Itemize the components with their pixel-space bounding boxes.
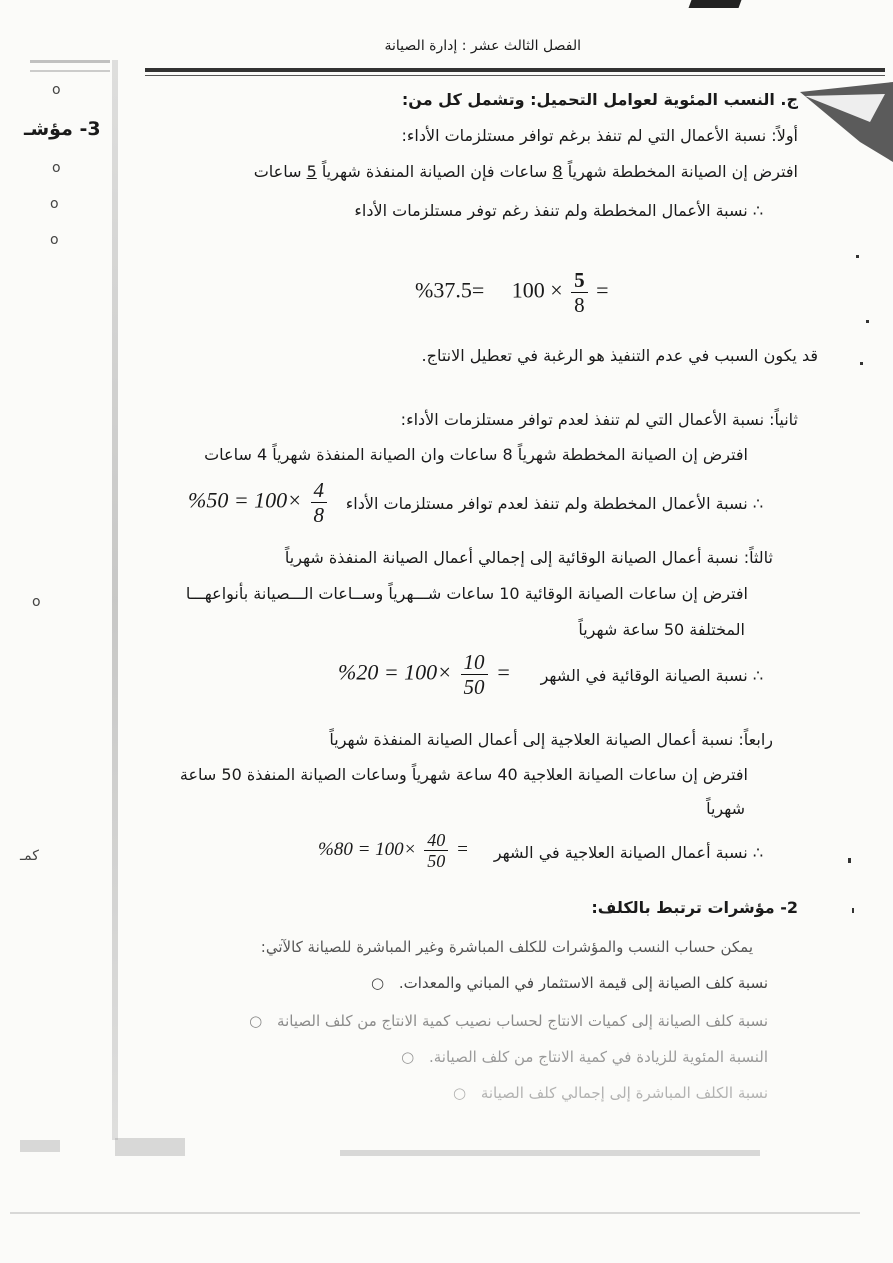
cost-list-item	[401, 1048, 768, 1066]
second-equation	[188, 478, 330, 527]
bullet-circle-icon: ○	[401, 1048, 415, 1066]
left-margin-binding-edge	[112, 60, 118, 1140]
corner-shadow	[689, 0, 742, 8]
scan-smudge	[115, 1138, 185, 1156]
third-line1: افترض إن ساعات الصيانة الوقائية 10 ساعات شـــهرياً وســاعات الـــصيانة بأنواعهـــا	[185, 584, 748, 603]
scan-speck	[856, 255, 859, 258]
third-frac-num: 10	[461, 650, 488, 675]
margin-bullet: o	[50, 196, 59, 212]
first-eq-mult: 100 ×	[511, 277, 563, 303]
first-title: أولاً: نسبة الأعمال التي لم تنفذ برغم توافر مستلزمات الأداء:	[401, 126, 798, 145]
second-eq-left: %50 = 100×	[188, 487, 303, 513]
first-eq-result: %37.5=	[415, 277, 485, 303]
first-line-b: 8	[552, 162, 563, 181]
cost-list-item	[249, 1012, 768, 1030]
page-corner-graphic	[800, 82, 893, 162]
fourth-eq-left: %80 = 100×	[318, 838, 417, 860]
first-ratio-label: ∴ نسبة الأعمال المخططة ولم تنفذ رغم توفر مستلزمات الأداء	[354, 201, 763, 220]
first-frac-num: 5	[571, 268, 588, 293]
first-fraction	[571, 268, 588, 317]
left-margin-rule-2	[30, 70, 110, 72]
scan-speck	[866, 320, 869, 323]
fourth-title: رابعاً: نسبة أعمال الصيانة العلاجية إلى أعمال الصيانة المنفذة شهرياً	[329, 730, 773, 749]
second-fraction	[311, 478, 328, 527]
second-title: ثانياً: نسبة الأعمال التي لم تنفذ لعدم توافر مستلزمات الأداء:	[400, 410, 798, 429]
first-line	[254, 162, 798, 181]
first-line-a: افترض إن الصيانة المخططة شهرياً	[567, 162, 798, 181]
fourth-frac-num: 40	[424, 830, 448, 851]
third-eq-left: %20 = 100×	[338, 659, 453, 685]
cost-item-text: النسبة المئوية للزيادة في كمية الانتاج من كلف الصيانة.	[428, 1048, 768, 1066]
intro-heading: ج. النسب المئوية لعوامل التحميل: وتشمل كل من:	[401, 90, 798, 109]
fourth-fraction	[424, 830, 448, 871]
scan-smudge	[340, 1150, 760, 1156]
first-eq-tail: =	[596, 277, 609, 303]
bullet-circle-icon: ○	[371, 974, 385, 992]
second-line: افترض إن الصيانة المخططة شهرياً 8 ساعات وان الصيانة المنفذة شهرياً 4 ساعات	[204, 445, 748, 464]
fourth-frac-den: 50	[427, 851, 446, 871]
scan-smudge	[20, 1140, 60, 1152]
first-frac-den: 8	[574, 293, 585, 317]
fourth-line2: شهرياً	[706, 799, 745, 818]
scan-speck	[848, 858, 851, 863]
scan-speck	[860, 362, 863, 365]
fourth-ratio-label: ∴ نسبة أعمال الصيانة العلاجية في الشهر	[493, 843, 763, 862]
margin-bullet: o	[52, 82, 61, 98]
margin-bullet: o	[52, 160, 61, 176]
cost-list-item	[371, 974, 768, 992]
third-fraction	[461, 650, 488, 699]
margin-bullet: o	[50, 232, 59, 248]
cost-item-text: نسبة كلف الصيانة إلى كميات الانتاج لحساب نصيب كمية الانتاج من كلف الصيانة	[277, 1012, 768, 1030]
cost-heading: 2- مؤشرات ترتبط بالكلف:	[591, 898, 798, 917]
third-ratio-label: ∴ نسبة الصيانة الوقائية في الشهر	[540, 666, 763, 685]
scan-smudge	[10, 1212, 860, 1214]
margin-bullet: o	[32, 594, 41, 610]
second-frac-num: 4	[311, 478, 328, 503]
second-frac-den: 8	[313, 503, 325, 527]
left-margin-rule-top	[30, 60, 110, 63]
cost-intro: يمكن حساب النسب والمؤشرات للكلف المباشرة وغير المباشرة للصيانة كالآتي:	[260, 938, 753, 956]
cost-item-text: نسبة الكلف المباشرة إلى إجمالي كلف الصيانة	[480, 1084, 768, 1102]
third-equation	[338, 650, 511, 699]
first-line-d: 5	[306, 162, 317, 181]
third-title: ثالثاً: نسبة أعمال الصيانة الوقائية إلى إجمالي أعمال الصيانة المنفذة شهرياً	[284, 548, 773, 567]
third-line2: المختلفة 50 ساعة شهرياً	[578, 620, 745, 639]
scan-speck	[852, 908, 854, 913]
cost-item-text: نسبة كلف الصيانة إلى قيمة الاستثمار في المباني والمعدات.	[398, 974, 768, 992]
bullet-circle-icon: ○	[452, 1084, 467, 1102]
first-equation	[415, 268, 609, 317]
header-rule	[145, 68, 885, 72]
fourth-equation	[318, 830, 469, 871]
third-eq-tail: =	[496, 659, 511, 685]
first-line-e: ساعات	[253, 162, 302, 181]
bullet-circle-icon: ○	[249, 1012, 263, 1030]
chapter-header: الفصل الثالث عشر : إدارة الصيانة	[384, 38, 581, 54]
header-rule-thin	[145, 75, 885, 76]
third-frac-den: 50	[463, 675, 485, 699]
fourth-line1: افترض إن ساعات الصيانة العلاجية 40 ساعة شهرياً وساعات الصيانة المنفذة 50 ساعة	[179, 765, 748, 784]
margin-cut-label: كمـ	[20, 848, 39, 864]
first-line-c: ساعات فإن الصيانة المنفذة شهرياً	[321, 162, 548, 181]
cost-list-item	[453, 1084, 768, 1102]
first-note: قد يكون السبب في عدم التنفيذ هو الرغبة في تعطيل الانتاج.	[421, 346, 818, 365]
fourth-eq-tail: =	[455, 838, 469, 860]
margin-section3-label: 3- مؤشـ	[24, 118, 101, 140]
second-ratio-label: ∴ نسبة الأعمال المخططة ولم تنفذ لعدم توافر مستلزمات الأداء	[345, 494, 763, 513]
